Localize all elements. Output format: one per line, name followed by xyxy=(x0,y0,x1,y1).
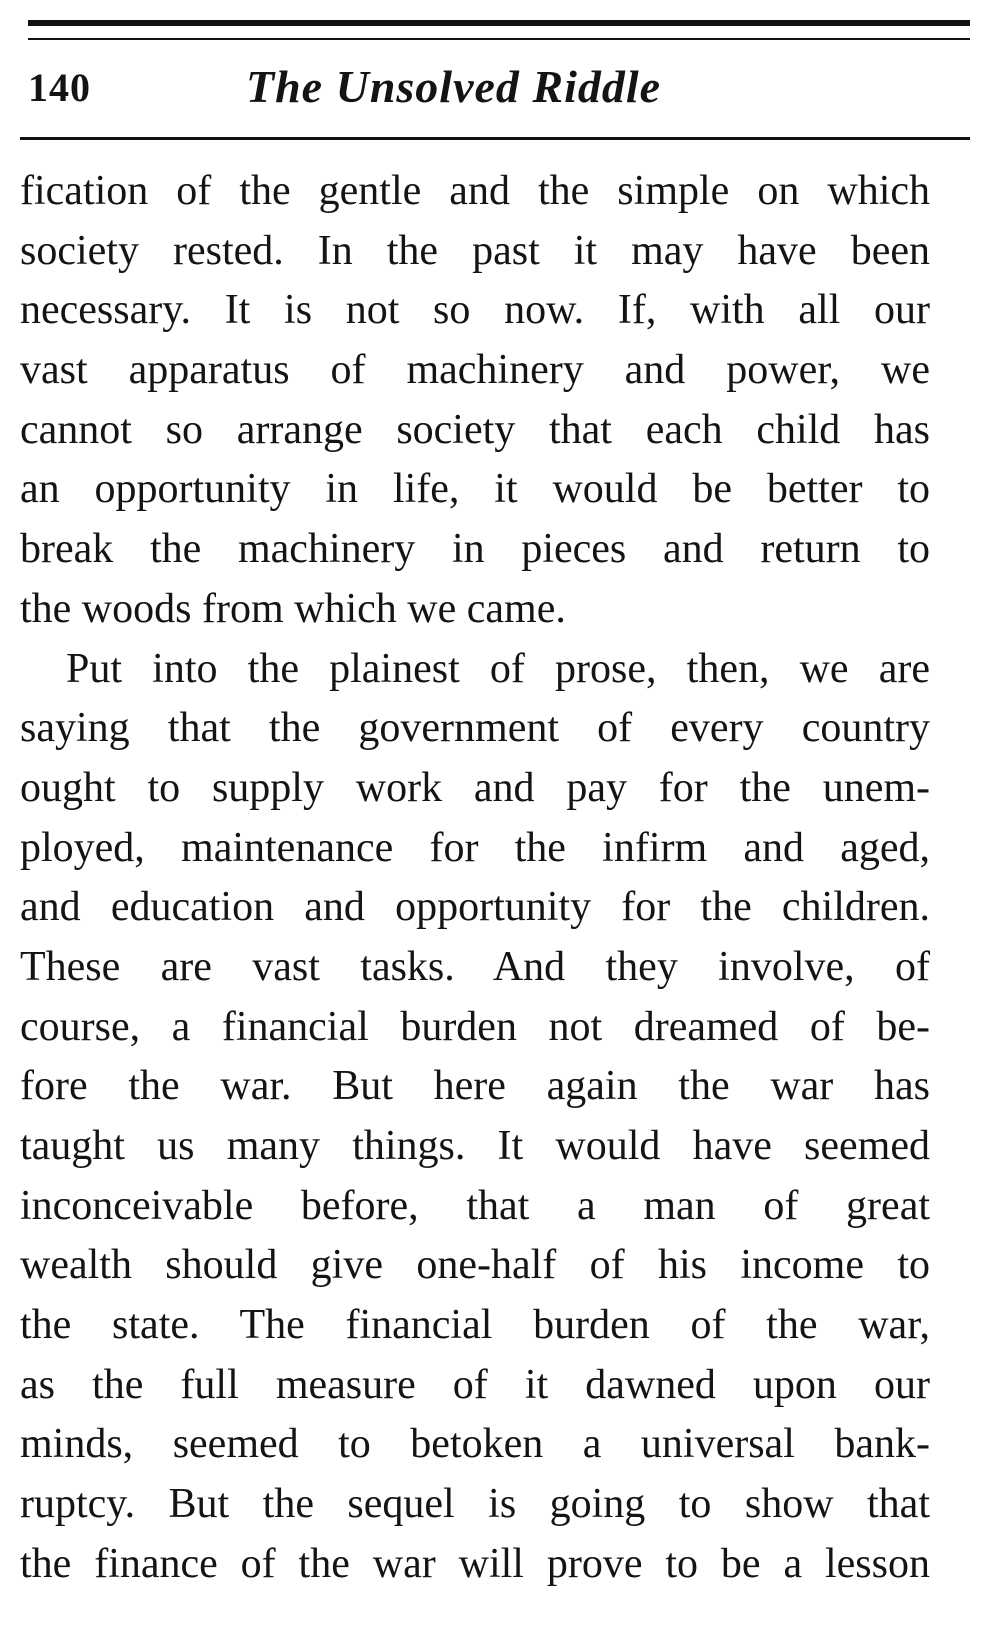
text-line: These are vast tasks. And they involve, of xyxy=(20,943,930,990)
page-number: 140 xyxy=(28,65,91,110)
text-line: the finance of the war will prove to be a lesson xyxy=(20,1540,930,1587)
text-line: inconceivable before, that a man of great xyxy=(20,1182,930,1229)
running-title: The Unsolved Riddle xyxy=(246,61,662,112)
text-line: taught us many things. It would have seemed xyxy=(20,1123,930,1169)
text-line: necessary. It is not so now. If, with all our xyxy=(20,287,930,334)
text-line: break the machinery in pieces and return to xyxy=(20,526,930,573)
page-header xyxy=(28,61,970,124)
text-line: society rested. In the past it may have been xyxy=(20,227,930,274)
text-line: ought to supply work and pay for the unem- xyxy=(20,764,930,811)
text-line: the woods from which we came. xyxy=(20,585,566,632)
header-rule xyxy=(20,137,970,140)
top-rule-thin xyxy=(28,38,970,40)
text-line: wealth should give one-half of his income to xyxy=(20,1242,930,1289)
text-line: fication of the gentle and the simple on which xyxy=(20,168,930,214)
body-text xyxy=(20,162,930,1595)
text-line: as the full measure of it dawned upon our xyxy=(20,1361,930,1408)
text-line: the state. The financial burden of the war, xyxy=(20,1302,930,1349)
text-line: saying that the government of every country xyxy=(20,705,930,752)
text-line: course, a financial burden not dreamed of be- xyxy=(20,1003,930,1050)
text-line: fore the war. But here again the war has xyxy=(20,1063,930,1110)
text-line: ruptcy. But the sequel is going to show that xyxy=(20,1481,930,1528)
text-line: an opportunity in life, it would be better to xyxy=(20,466,930,513)
text-line: vast apparatus of machinery and power, we xyxy=(20,347,930,394)
text-line: minds, seemed to betoken a universal bank- xyxy=(20,1421,930,1468)
text-line: cannot so arrange society that each child has xyxy=(20,406,930,453)
text-line: Put into the plainest of prose, then, we are xyxy=(66,645,930,692)
text-line: and education and opportunity for the children. xyxy=(20,884,930,931)
text-line: ployed, maintenance for the infirm and aged, xyxy=(20,824,930,871)
top-rule xyxy=(28,20,970,26)
